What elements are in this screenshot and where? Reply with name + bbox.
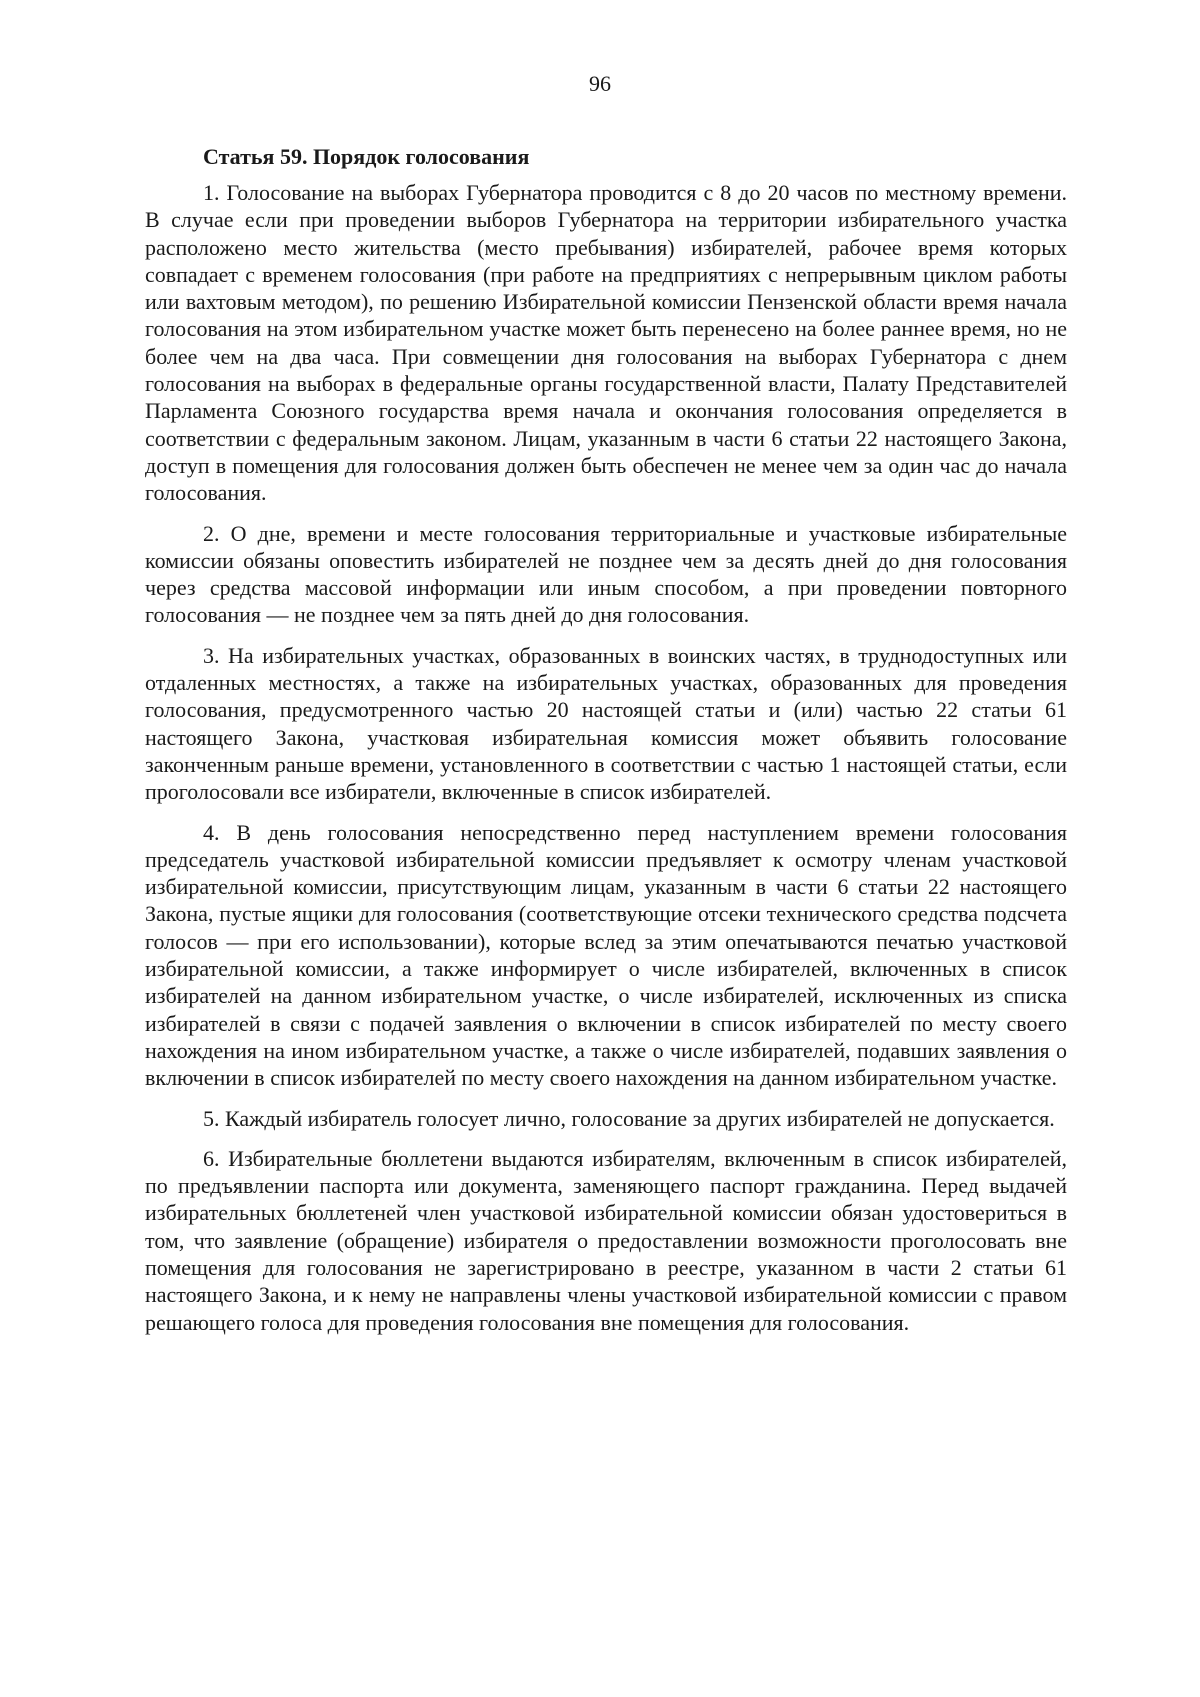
paragraph-1: 1. Голосование на выборах Губернатора проводится с 8 до 20 часов по местному времени. В случае если при проведении выборов Губернатора на территории избирательного участка расположено место жительства (место пребывания) избирателей, рабочее время которых совпадает с временем голосования (при работе на предприятиях с непрерывным циклом работы или вахтовым методом), по решению Избирательной комиссии Пензенской области время начала голосования на этом избирательном участке может быть перенесено на более раннее время, но не более чем на два часа. При совмещении дня голосования на выборах Губернатора с днем голосования на выборах в федеральные органы государственной власти, Палату Представителей Парламента Союзного государства время начала и окончания голосования определяется в соответствии с федеральным законом. Лицам, указанным в части 6 статьи 22 настоящего Закона, доступ в помещения для голосования должен быть обеспечен не менее чем за один час до начала голосования. [145, 180, 1067, 506]
article-title: Статья 59. Порядок голосования [203, 144, 530, 169]
paragraph-5: 5. Каждый избиратель голосует лично, голосование за других избирателей не допускается. [203, 1105, 1055, 1131]
document-body [145, 143, 1067, 1349]
paragraph-4: 4. В день голосования непосредственно перед наступлением времени голосования председатель участковой избирательной комиссии предъявляет к осмотру членам участковой избирательной комиссии, присутствующим лицам, указанным в части 6 статьи 22 настоящего Закона, пустые ящики для голосования (соответствующие отсеки технического средства подсчета голосов — при его использовании), которые вслед за этим опечатываются печатью участковой избирательной комиссии, а также информирует о числе избирателей, включенных в список избирателей на данном избирательном участке, о числе избирателей, исключенных из списка избирателей в связи с подачей заявления о включении в список избирателей по месту своего нахождения на ином избирательном участке, а также о числе избирателей, подавших заявления о включении в список избирателей по месту своего нахождения на данном избирательном участке. [145, 819, 1067, 1091]
paragraph-2: 2. О дне, времени и месте голосования территориальные и участковые избирательные комиссии обязаны оповестить избирателей не позднее чем за десять дней до дня голосования через средства массовой информации или иным способом, а при проведении повторного голосования — не позднее чем за пять дней до дня голосования. [145, 520, 1067, 628]
page-number: 96 [589, 71, 611, 96]
paragraph-6: 6. Избирательные бюллетени выдаются избирателям, включенным в список избирателей, по предъявлении паспорта или документа, заменяющего паспорт гражданина. Перед выдачей избирательных бюллетеней член участковой избирательной комиссии обязан удостовериться в том, что заявление (обращение) избирателя о предоставлении возможности проголосовать вне помещения для голосования не зарегистрировано в реестре, указанном в части 2 статьи 61 настоящего Закона, и к нему не направлены члены участковой избирательной комиссии с правом решающего голоса для проведения голосования вне помещения для голосования. [145, 1145, 1067, 1335]
paragraph-3: 3. На избирательных участках, образованных в воинских частях, в труднодоступных или отдаленных местностях, а также на избирательных участках, образованных для проведения голосования, предусмотренного частью 20 настоящей статьи и (или) частью 22 статьи 61 настоящего Закона, участковая избирательная комиссия может объявить голосование законченным раньше времени, установленного в соответствии с частью 1 настоящей статьи, если проголосовали все избиратели, включенные в список избирателей. [145, 642, 1067, 805]
